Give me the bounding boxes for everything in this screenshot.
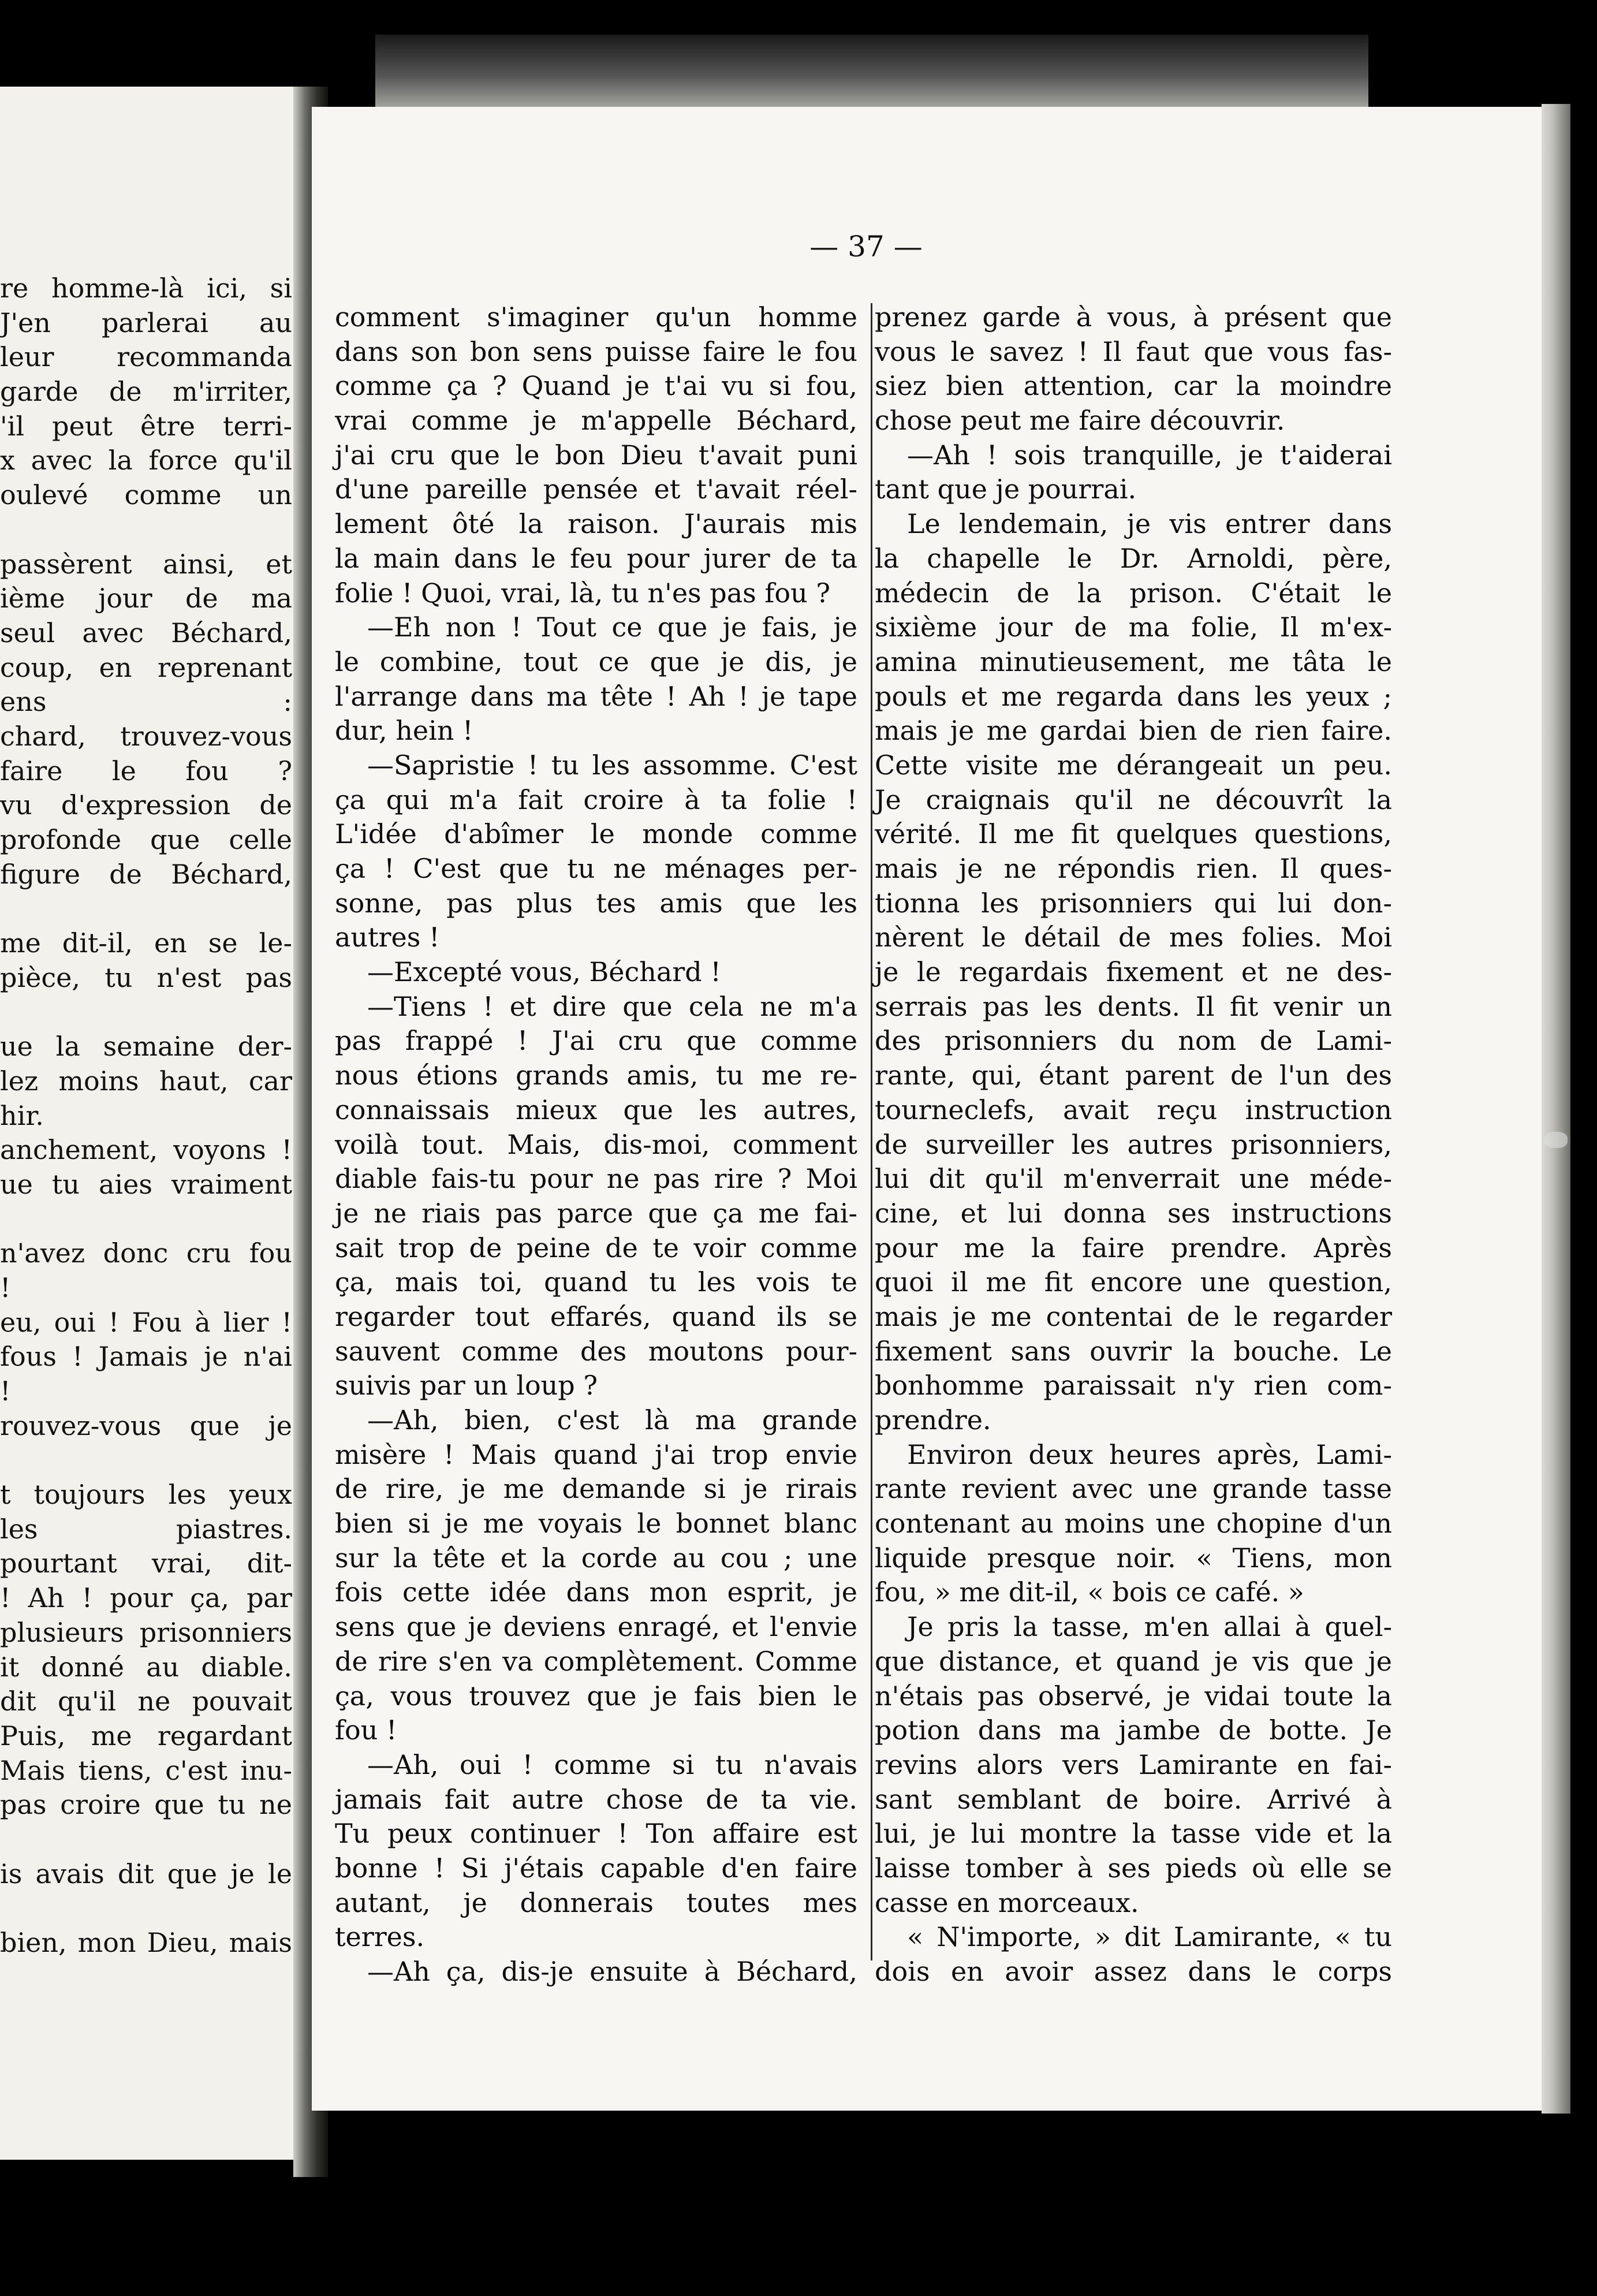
text-line: pour me la faire prendre. Après	[875, 1232, 1392, 1263]
text-line: —Ah ça, dis-je ensuite à Béchard,	[367, 1956, 857, 1987]
text-line: L'idée d'abîmer le monde comme	[335, 818, 857, 850]
text-line: —Ah ! sois tranquille, je t'aiderai	[907, 439, 1392, 471]
text-line	[0, 513, 292, 547]
text-line: sauvent comme des moutons pour-	[335, 1335, 857, 1367]
text-line: —Tiens ! et dire que cela ne m'a	[367, 990, 857, 1022]
text-line: sant semblant de boire. Arrivé à	[875, 1783, 1392, 1815]
text-line: —Excepté vous, Béchard !	[367, 956, 721, 988]
text-line: pas frappé ! J'ai cru que comme	[335, 1025, 857, 1057]
text-line: mais je me contentai de le regarder	[875, 1300, 1392, 1332]
text-line: Le lendemain, je vis entrer dans	[907, 508, 1392, 540]
text-line: j'ai cru que le bon Dieu t'avait puni	[335, 439, 857, 471]
text-line: tionna les prisonniers qui lui don-	[875, 887, 1392, 919]
text-line: pas croire que tu ne	[0, 1789, 292, 1821]
text-line: tourneclefs, avait reçu instruction	[875, 1094, 1392, 1125]
text-line: jamais fait autre chose de ta vie.	[335, 1783, 857, 1815]
text-line: prendre.	[875, 1404, 991, 1436]
text-line: casse en morceaux.	[875, 1887, 1139, 1918]
text-line: mais je ne répondis rien. Il ques-	[875, 853, 1392, 884]
text-line: n'étais pas observé, je vidai toute la	[875, 1680, 1392, 1712]
text-line: de surveiller les autres prisonniers,	[875, 1128, 1392, 1160]
text-line: plusieurs prisonniers	[0, 1616, 292, 1648]
text-line: —Ah, bien, c'est là ma grande	[367, 1404, 857, 1436]
text-line: potion dans ma jambe de botte. Je	[875, 1714, 1392, 1746]
text-line: « N'importe, » dit Lamirante, « tu	[907, 1921, 1392, 1953]
text-line: je ne riais pas parce que ça me fai-	[335, 1197, 857, 1229]
text-line: les piastres.	[0, 1513, 292, 1545]
text-line: liquide presque noir. « Tiens, mon	[875, 1542, 1392, 1574]
text-line	[0, 1891, 292, 1926]
text-line: misère ! Mais quand j'ai trop envie	[335, 1438, 857, 1470]
text-line: l'arrange dans ma tête ! Ah ! je tape	[335, 680, 857, 712]
text-line: pièce, tu n'est pas	[0, 961, 292, 993]
text-line: Puis, me regardant	[0, 1720, 292, 1751]
column-divider	[871, 303, 872, 1960]
text-line: fixement sans ouvrir la bouche. Le	[875, 1335, 1392, 1367]
text-line: de rire, je me demande si je rirais	[335, 1473, 857, 1505]
text-line: —Ah, oui ! comme si tu n'avais	[367, 1749, 857, 1780]
text-line: Je craignais qu'il ne découvrît la	[875, 784, 1392, 815]
text-line: ça ! C'est que tu ne ménages per-	[335, 853, 857, 884]
text-line: le combine, tout ce que je dis, je	[335, 646, 857, 677]
right-page-edge	[1542, 104, 1570, 2114]
text-line: prenez garde à vous, à présent que	[875, 301, 1392, 333]
text-line	[0, 892, 292, 926]
text-line: autant, je donnerais toutes mes	[335, 1887, 857, 1918]
text-line: vous le savez ! Il faut que vous fas-	[875, 336, 1392, 367]
text-line: autres !	[335, 922, 440, 953]
text-line: folie ! Quoi, vrai, là, tu n'es pas fou ?	[335, 577, 831, 609]
text-line: vérité. Il me fit quelques questions,	[875, 818, 1392, 850]
text-line: sur la tête et la corde au cou ; une	[335, 1542, 857, 1574]
text-line: oulevé comme un	[0, 479, 292, 511]
text-line: chard, trouvez-vous	[0, 720, 292, 752]
text-line: !	[0, 1376, 11, 1407]
text-line: que distance, et quand je vis que je	[875, 1645, 1392, 1677]
text-line: anchement, voyons !	[0, 1134, 292, 1166]
text-line: n'avez donc cru fou	[0, 1238, 292, 1269]
text-line: it donné au diable.	[0, 1651, 292, 1683]
text-line: rouvez-vous que je	[0, 1410, 292, 1441]
text-line: —Sapristie ! tu les assomme. C'est	[367, 749, 857, 781]
text-line: fous ! Jamais je n'ai	[0, 1341, 292, 1373]
text-line: mais je me gardai bien de rien faire.	[875, 715, 1392, 747]
text-line: t toujours les yeux	[0, 1479, 292, 1511]
text-line: seul avec Béchard,	[0, 617, 292, 648]
text-line: —Eh non ! Tout ce que je fais, je	[367, 612, 857, 643]
text-line: lui, je lui montre la tasse vide et la	[875, 1818, 1392, 1850]
text-line: hir.	[0, 1099, 44, 1131]
text-line: fou !	[335, 1714, 397, 1746]
text-line: dans son bon sens puisse faire le fou	[335, 336, 857, 367]
text-line: terres.	[335, 1921, 425, 1953]
text-line: quoi il me fit encore une question,	[875, 1266, 1392, 1298]
text-line: lement ôté la raison. J'aurais mis	[335, 508, 857, 540]
text-line: diable fais-tu pour ne pas rire ? Moi	[335, 1163, 857, 1195]
text-line: bien si je me voyais le bonnet blanc	[335, 1508, 857, 1540]
text-line: ens :	[0, 686, 292, 718]
text-line: nous étions grands amis, tu me re-	[335, 1060, 857, 1091]
text-line: laisse tomber à ses pieds où elle se	[875, 1852, 1392, 1884]
text-line: bonhomme paraissait n'y rien com-	[875, 1370, 1392, 1402]
text-line: lez moins haut, car	[0, 1065, 292, 1097]
text-line: vu d'expression de	[0, 789, 292, 821]
text-line: vrai comme je m'appelle Béchard,	[335, 405, 857, 437]
text-line: garde de m'irriter,	[0, 376, 292, 408]
text-line	[0, 1443, 292, 1478]
text-line: la main dans le feu pour jurer de ta	[335, 542, 857, 574]
text-line: pourtant vrai, dit-	[0, 1548, 292, 1579]
text-line: dois en avoir assez dans le corps	[875, 1956, 1392, 1987]
text-line: Tu peux continuer ! Ton affaire est	[335, 1818, 857, 1850]
text-line: voilà tout. Mais, dis-moi, comment	[335, 1128, 857, 1160]
text-line: 'il peut être terri-	[0, 410, 292, 442]
text-line: ue la semaine der-	[0, 1031, 292, 1063]
text-line	[0, 1202, 292, 1237]
middle-column	[335, 300, 857, 1989]
text-line: me dit-il, en se le-	[0, 927, 292, 959]
text-line: is avais dit que je le	[0, 1858, 292, 1889]
text-line: regarder tout effarés, quand ils se	[335, 1300, 857, 1332]
text-line: Environ deux heures après, Lami-	[907, 1438, 1392, 1470]
text-line: d'une pareille pensée et t'avait réel-	[335, 474, 857, 505]
left-page	[0, 87, 311, 2160]
text-line: ça, vous trouvez que je fais bien le	[335, 1680, 857, 1712]
text-line: coup, en reprenant	[0, 651, 292, 683]
text-line: comme ça ? Quand je t'ai vu si fou,	[335, 370, 857, 402]
text-line: revins alors vers Lamirante en fai-	[875, 1749, 1392, 1780]
text-line: ça, mais toi, quand tu les vois te	[335, 1266, 857, 1298]
text-line: pouls et me regarda dans les yeux ;	[875, 680, 1392, 712]
scan-speck	[1544, 1132, 1568, 1148]
text-line: siez bien attention, car la moindre	[875, 370, 1392, 402]
text-line: lui dit qu'il m'enverrait une méde-	[875, 1163, 1392, 1195]
page-top-shadow	[375, 35, 1368, 110]
text-line: tant que je pourrai.	[875, 474, 1137, 505]
text-line: médecin de la prison. C'était le	[875, 577, 1392, 609]
text-line: bonne ! Si j'étais capable d'en faire	[335, 1852, 857, 1884]
left-page-text	[0, 271, 292, 1960]
text-line: figure de Béchard,	[0, 858, 292, 890]
text-line: bien, mon Dieu, mais	[0, 1927, 292, 1958]
text-line: Cette visite me dérangeait un peu.	[875, 749, 1392, 781]
text-line: profonde que celle	[0, 824, 292, 855]
text-line: Je pris la tasse, m'en allai à quel-	[907, 1611, 1392, 1643]
text-line: x avec la force qu'il	[0, 445, 292, 476]
text-line: des prisonniers du nom de Lami-	[875, 1025, 1392, 1057]
text-line: !	[0, 1272, 11, 1303]
text-line: eu, oui ! Fou à lier !	[0, 1306, 292, 1338]
text-line: faire le fou ?	[0, 755, 292, 787]
text-line: comment s'imaginer qu'un homme	[335, 301, 857, 333]
text-line: sens que je deviens enragé, et l'envie	[335, 1611, 857, 1643]
text-line: rante revient avec une grande tasse	[875, 1473, 1392, 1505]
right-column	[875, 300, 1392, 1989]
text-line: sixième jour de ma folie, Il m'ex-	[875, 612, 1392, 643]
text-line: contenant au moins une chopine d'un	[875, 1508, 1392, 1540]
text-line: Mais tiens, c'est inu-	[0, 1754, 292, 1786]
text-line: ième jour de ma	[0, 583, 292, 614]
text-line: amina minutieusement, me tâta le	[875, 646, 1392, 677]
text-line: je le regardais fixement et ne des-	[875, 956, 1392, 988]
text-line: de rire s'en va complètement. Comme	[335, 1645, 857, 1677]
text-line: leur recommanda	[0, 341, 292, 373]
text-line	[0, 1822, 292, 1857]
page-number: — 37 —	[809, 230, 923, 263]
text-line: connaissais mieux que les autres,	[335, 1094, 857, 1125]
text-line: sait trop de peine de te voir comme	[335, 1232, 857, 1263]
text-line: ! Ah ! pour ça, par	[0, 1582, 292, 1614]
text-line: ue tu aies vraiment	[0, 1168, 292, 1200]
text-line: chose peut me faire découvrir.	[875, 405, 1285, 437]
text-line: dur, hein !	[335, 715, 473, 747]
text-line: suivis par un loup ?	[335, 1370, 598, 1402]
text-line: passèrent ainsi, et	[0, 548, 292, 580]
text-line: sonne, pas plus tes amis que les	[335, 887, 857, 919]
text-line: la chapelle le Dr. Arnoldi, père,	[875, 542, 1392, 574]
text-line: J'en parlerai au	[0, 307, 292, 338]
text-line	[0, 995, 292, 1030]
text-line: re homme-là ici, si	[0, 273, 292, 304]
text-line: fou, » me dit-il, « bois ce café. »	[875, 1576, 1304, 1608]
text-line: fois cette idée dans mon esprit, je	[335, 1576, 857, 1608]
text-line: nèrent le détail de mes folies. Moi	[875, 922, 1392, 953]
text-line: serrais pas les dents. Il fit venir un	[875, 990, 1392, 1022]
text-line: ça qui m'a fait croire à ta folie !	[335, 784, 857, 815]
text-line: dit qu'il ne pouvait	[0, 1686, 292, 1717]
text-line: cine, et lui donna ses instructions	[875, 1197, 1392, 1229]
text-line: rante, qui, étant parent de l'un des	[875, 1060, 1392, 1091]
